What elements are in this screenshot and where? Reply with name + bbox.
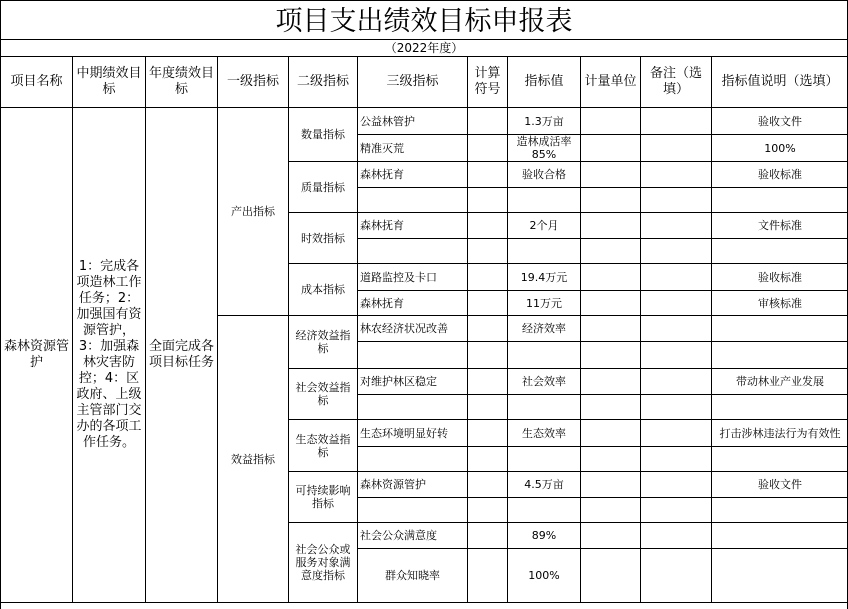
note-cell (641, 135, 712, 162)
desc-cell (712, 447, 848, 472)
unit-cell (581, 291, 641, 316)
symbol-cell (468, 395, 508, 420)
desc-cell (712, 498, 848, 523)
level3-cell: 生态环境明显好转 (358, 420, 468, 447)
desc-cell: 打击涉林违法行为有效性 (712, 420, 848, 447)
value-cell: 19.4万元 (508, 264, 581, 291)
desc-cell (712, 523, 848, 549)
note-cell (641, 108, 712, 135)
note-cell (641, 264, 712, 291)
desc-cell (712, 549, 848, 603)
header-cell: 备注（选填） (641, 57, 712, 108)
desc-cell (712, 239, 848, 264)
level2-sustainable-cell: 可持续影响指标 (289, 472, 358, 523)
unit-cell (581, 523, 641, 549)
note-cell (641, 291, 712, 316)
level3-cell: 森林抚育 (358, 213, 468, 239)
level3-cell: 社会公众满意度 (358, 523, 468, 549)
note-cell (641, 549, 712, 603)
unit-cell (581, 213, 641, 239)
level3-cell: 公益林管护 (358, 108, 468, 135)
project-name-cell: 森林资源管护 (1, 108, 73, 603)
unit-cell (581, 472, 641, 498)
level2-quantity-cell: 数量指标 (289, 108, 358, 162)
value-cell (508, 188, 581, 213)
level3-cell (358, 239, 468, 264)
value-cell: 89% (508, 523, 581, 549)
header-cell: 三级指标 (358, 57, 468, 108)
desc-cell: 验收标准 (712, 162, 848, 188)
value-cell (508, 498, 581, 523)
value-cell: 11万元 (508, 291, 581, 316)
desc-cell (712, 188, 848, 213)
note-cell (641, 239, 712, 264)
desc-cell: 文件标准 (712, 213, 848, 239)
note-cell (641, 369, 712, 395)
performance-table (0, 56, 848, 603)
midterm-goal-cell: 1：完成各项造林工作任务；2：加强国有资源管护，3：加强森林灾害防控；4：区政府、上级主管部门交办的各项工作任务。 (73, 108, 146, 603)
level2-cost-cell: 成本指标 (289, 264, 358, 316)
level1-output-cell: 产出指标 (218, 108, 289, 316)
year-label: （2022年度） (384, 41, 464, 55)
desc-cell: 带动林业产业发展 (712, 369, 848, 395)
unit-cell (581, 498, 641, 523)
symbol-cell (468, 447, 508, 472)
level3-cell: 精准灭荒 (358, 135, 468, 162)
level2-timeliness-cell: 时效指标 (289, 213, 358, 264)
symbol-cell (468, 420, 508, 447)
symbol-cell (468, 498, 508, 523)
unit-cell (581, 135, 641, 162)
value-cell: 造林成活率85% (508, 135, 581, 162)
note-cell (641, 472, 712, 498)
symbol-cell (468, 549, 508, 603)
desc-cell: 100% (712, 135, 848, 162)
unit-cell (581, 162, 641, 188)
symbol-cell (468, 369, 508, 395)
note-cell (641, 213, 712, 239)
note-cell (641, 447, 712, 472)
symbol-cell (468, 135, 508, 162)
annual-goal-cell: 全面完成各项目标任务 (146, 108, 218, 603)
unit-cell (581, 342, 641, 369)
level3-cell: 对维护林区稳定 (358, 369, 468, 395)
header-cell: 计量单位 (581, 57, 641, 108)
symbol-cell (468, 188, 508, 213)
header-cell: 指标值说明（选填） (712, 57, 848, 108)
desc-cell: 验收文件 (712, 472, 848, 498)
value-cell: 1.3万亩 (508, 108, 581, 135)
top-border (0, 0, 848, 1)
value-cell: 4.5万亩 (508, 472, 581, 498)
value-cell: 生态效率 (508, 420, 581, 447)
header-cell: 中期绩效目标 (73, 57, 146, 108)
level3-cell: 森林抚育 (358, 291, 468, 316)
level2-economic-cell: 经济效益指标 (289, 316, 358, 369)
level2-ecological-cell: 生态效益指标 (289, 420, 358, 472)
note-cell (641, 316, 712, 342)
level3-cell: 森林抚育 (358, 162, 468, 188)
unit-cell (581, 447, 641, 472)
header-cell: 指标值 (508, 57, 581, 108)
symbol-cell (468, 523, 508, 549)
desc-cell (712, 395, 848, 420)
symbol-cell (468, 342, 508, 369)
note-cell (641, 162, 712, 188)
level3-cell: 道路监控及卡口 (358, 264, 468, 291)
unit-cell (581, 264, 641, 291)
symbol-cell (468, 239, 508, 264)
desc-cell (712, 316, 848, 342)
header-row (1, 57, 848, 108)
value-cell: 经济效率 (508, 316, 581, 342)
header-cell: 二级指标 (289, 57, 358, 108)
note-cell (641, 342, 712, 369)
unit-cell (581, 108, 641, 135)
header-cell: 一级指标 (218, 57, 289, 108)
note-cell (641, 498, 712, 523)
unit-cell (581, 369, 641, 395)
level2-satisfaction-cell: 社会公众或服务对象满意度指标 (289, 523, 358, 603)
symbol-cell (468, 162, 508, 188)
header-cell: 项目名称 (1, 57, 73, 108)
unit-cell (581, 395, 641, 420)
level3-cell: 群众知晓率 (358, 549, 468, 603)
value-cell (508, 342, 581, 369)
symbol-cell (468, 291, 508, 316)
symbol-cell (468, 316, 508, 342)
level3-cell (358, 395, 468, 420)
unit-cell (581, 420, 641, 447)
header-cell: 计算符号 (468, 57, 508, 108)
unit-cell (581, 239, 641, 264)
level3-cell (358, 188, 468, 213)
level2-quality-cell: 质量指标 (289, 162, 358, 213)
unit-cell (581, 188, 641, 213)
level2-social-cell: 社会效益指标 (289, 369, 358, 420)
value-cell (508, 239, 581, 264)
desc-cell: 审核标准 (712, 291, 848, 316)
value-cell (508, 447, 581, 472)
note-cell (641, 395, 712, 420)
value-cell: 100% (508, 549, 581, 603)
level3-cell (358, 447, 468, 472)
desc-cell: 验收文件 (712, 108, 848, 135)
symbol-cell (468, 108, 508, 135)
note-cell (641, 523, 712, 549)
table-row (1, 108, 848, 135)
symbol-cell (468, 264, 508, 291)
value-cell: 2个月 (508, 213, 581, 239)
symbol-cell (468, 213, 508, 239)
value-cell: 验收合格 (508, 162, 581, 188)
value-cell: 社会效率 (508, 369, 581, 395)
note-cell (641, 188, 712, 213)
unit-cell (581, 549, 641, 603)
value-cell (508, 395, 581, 420)
unit-cell (581, 316, 641, 342)
note-cell (641, 420, 712, 447)
level3-cell (358, 498, 468, 523)
level3-cell: 森林资源管护 (358, 472, 468, 498)
symbol-cell (468, 472, 508, 498)
level3-cell: 林农经济状况改善 (358, 316, 468, 342)
desc-cell: 验收标准 (712, 264, 848, 291)
level3-cell (358, 342, 468, 369)
desc-cell (712, 342, 848, 369)
page-title: 项目支出绩效目标申报表 (275, 6, 573, 37)
level1-benefit-cell: 效益指标 (218, 316, 289, 603)
header-cell: 年度绩效目标 (146, 57, 218, 108)
